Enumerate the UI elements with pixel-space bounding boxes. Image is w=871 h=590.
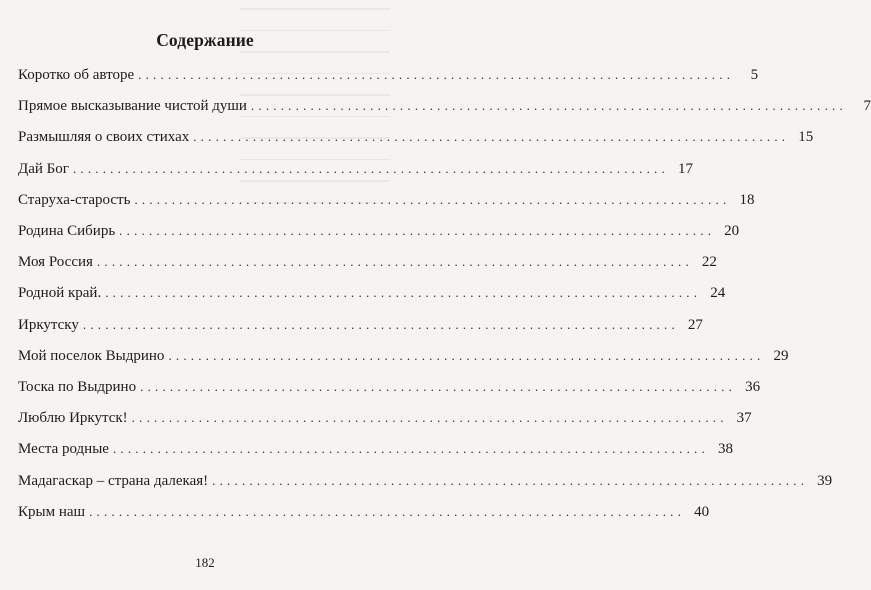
toc-entry	[18, 502, 710, 522]
dot-leader: ................................................................................	[168, 347, 765, 363]
dot-leader: ................................................................................	[250, 98, 847, 114]
dot-leader: ................................................................................	[89, 503, 686, 519]
toc-entry-page: 17	[677, 160, 693, 177]
toc-entry-page: 29	[773, 347, 789, 364]
toc-entry-page: 36	[745, 379, 761, 395]
toc-entry-title: Мадагаскар – страна далекая!	[18, 472, 209, 489]
toc-entry	[18, 283, 726, 303]
toc-entry-title: Места родные	[18, 441, 109, 458]
toc-entry	[18, 315, 703, 335]
toc-entry	[18, 408, 752, 428]
toc-entry	[18, 252, 717, 272]
dot-leader: ................................................................................	[119, 223, 716, 238]
toc-entry-title: Мой поселок Выдрино	[18, 347, 165, 364]
toc-entry-page: 37	[736, 410, 752, 427]
toc-entry	[18, 96, 871, 116]
toc-entry-page: 22	[701, 254, 717, 271]
toc-entry	[18, 346, 789, 366]
dot-leader: ................................................................................	[72, 160, 669, 176]
toc-entry-title: Родина Сибирь	[18, 223, 116, 239]
dot-leader: ................................................................................	[82, 316, 679, 332]
toc-entry	[18, 159, 693, 179]
toc-title: Содержание	[156, 30, 254, 50]
toc-entry-page: 27	[687, 316, 703, 333]
toc-entry-title: Иркутску	[18, 316, 79, 333]
toc-entry	[18, 221, 740, 241]
toc-entry	[18, 439, 733, 459]
dot-leader: ................................................................................	[140, 379, 737, 394]
toc-entry-page: 7	[863, 98, 871, 115]
toc-entry-title: Старуха-старость	[18, 191, 131, 208]
toc-entry-title: Коротко об авторе	[18, 67, 135, 83]
toc-entry-title: Родной край.	[18, 285, 102, 302]
dot-leader: ................................................................................	[138, 67, 735, 82]
toc-entry-page: 18	[739, 191, 755, 208]
toc-entry-title: Тоска по Выдрино	[18, 379, 137, 395]
dot-leader: ................................................................................	[134, 191, 731, 207]
toc-entry-title: Моя Россия	[18, 254, 93, 271]
toc-entry-page: 24	[710, 285, 726, 302]
dot-leader: ................................................................................	[105, 285, 702, 301]
toc-entry-title: Дай Бог	[18, 160, 69, 177]
toc-entry	[18, 471, 833, 491]
toc-entry-page: 39	[817, 472, 833, 489]
toc-entry-title: Размышляя о своих стихах	[18, 129, 190, 146]
toc-entry-title: Люблю Иркутск!	[18, 410, 128, 427]
toc-entry	[18, 127, 814, 147]
toc-entry-title: Крым наш	[18, 503, 86, 520]
dot-leader: ................................................................................	[96, 254, 693, 270]
toc-entry-page: 20	[724, 223, 740, 239]
toc-entry-page: 40	[694, 503, 710, 520]
dot-leader: ................................................................................	[212, 472, 809, 488]
toc-entry-page: 38	[717, 441, 733, 458]
toc-entry-page: 15	[798, 129, 814, 146]
dot-leader: ................................................................................	[131, 410, 728, 426]
toc-entry	[18, 190, 755, 210]
toc-entry-title: Прямое высказывание чистой души	[18, 98, 247, 115]
dot-leader: ................................................................................	[112, 441, 709, 457]
page-number: 182	[195, 555, 215, 570]
toc-entry	[18, 377, 761, 397]
toc-entry-page: 5	[750, 67, 759, 83]
toc-entry	[18, 65, 759, 85]
dot-leader: ................................................................................	[193, 129, 790, 145]
